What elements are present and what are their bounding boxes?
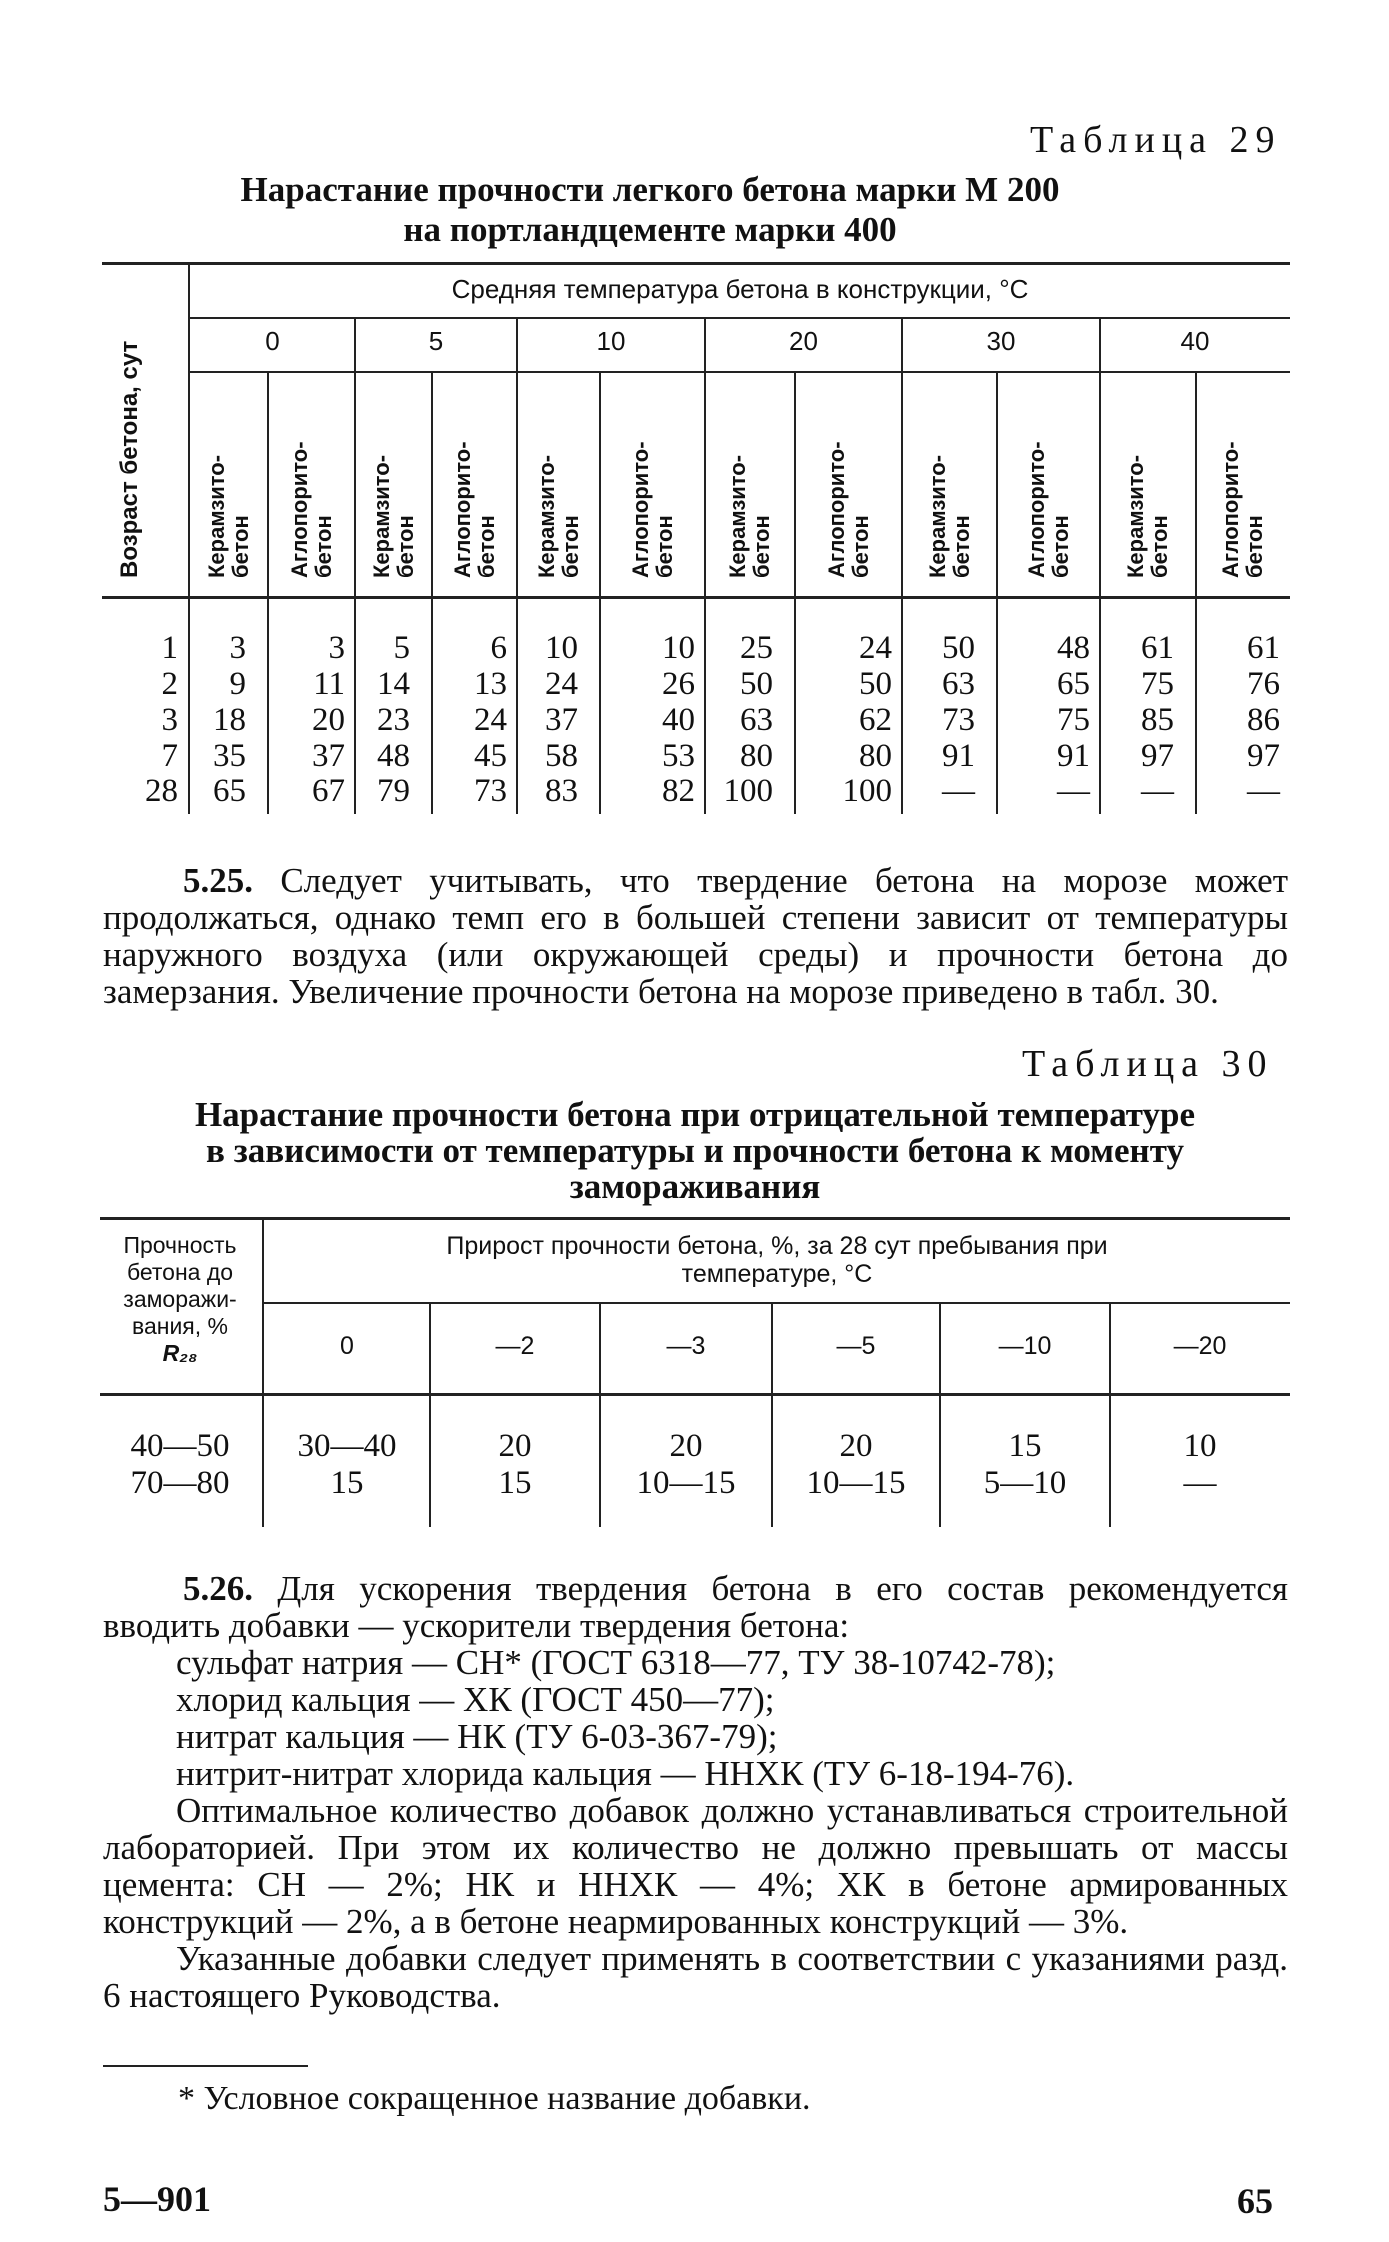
table-30-strength-header-l5: R₂₈ xyxy=(162,1340,198,1366)
table-30-cell: 15 xyxy=(1008,1428,1042,1464)
table-29-cell: 62 xyxy=(859,702,892,738)
table-29-cell: 5 xyxy=(393,630,410,666)
table-29-sub-header-line1: Керамзито- xyxy=(368,454,394,578)
table-29-temp-label: 10 xyxy=(596,326,626,356)
table-29-cell: 24 xyxy=(545,666,578,702)
table-29-temp-label: 40 xyxy=(1180,326,1210,356)
table-29-cell: 58 xyxy=(545,738,578,774)
table-30-cell: 15 xyxy=(498,1465,532,1501)
table-30-strength-header-l1: Прочность xyxy=(123,1232,237,1258)
table-29-sub-header-line1: Керамзито- xyxy=(533,454,559,578)
footnote: * Условное сокращенное название добавки. xyxy=(178,2080,811,2117)
additive-item: нитрат кальция — НК (ТУ 6-03-367-79); xyxy=(176,1717,778,1756)
additive-item: нитрит-нитрат хлорида кальция — ННХК (ТУ 6-18-194-76). xyxy=(176,1754,1075,1793)
table-29-cell: 18 xyxy=(213,702,246,738)
table-30-cell: 15 xyxy=(330,1465,364,1501)
table-30-cell: 5—10 xyxy=(983,1465,1067,1501)
table-29-cell: 3 xyxy=(328,630,345,666)
paragraph-5-26 xyxy=(103,1570,1288,2014)
table-29-cell: 91 xyxy=(942,738,975,774)
table-30-title-line1: Нарастание прочности бетона при отрицательной температуре xyxy=(194,1095,1196,1134)
table-30-temp-label: —2 xyxy=(495,1332,535,1360)
table-30-cell: 10—15 xyxy=(806,1465,906,1501)
table-29-cell: 82 xyxy=(662,773,695,809)
table-29-cell: 37 xyxy=(545,702,578,738)
table-29-cell: 61 xyxy=(1247,630,1280,666)
table-30-title-line3: замораживания xyxy=(569,1167,821,1206)
table-29-cell: 9 xyxy=(229,666,246,702)
table-29-cell: 50 xyxy=(942,630,975,666)
table-29-cell: 26 xyxy=(662,666,695,702)
table-30-strength-header xyxy=(100,1232,260,1367)
additives-list xyxy=(103,1644,1288,1792)
table-29-cell: 63 xyxy=(740,702,773,738)
table-29-sub-header-line1: Аглопорито- xyxy=(823,441,849,578)
paragraph-5-26-intro-text: Для ускорения твердения бетона в его состав рекомендуется вводить добавки — ускорители твердения бетона: xyxy=(103,1569,1288,1645)
table-29-cell: 97 xyxy=(1247,738,1280,774)
table-29-cell: 85 xyxy=(1141,702,1174,738)
table-30-cell: 20 xyxy=(498,1428,532,1464)
table-30-cell: 10—15 xyxy=(636,1465,736,1501)
table-29-cell: 24 xyxy=(474,702,507,738)
table-29-sub-header-line1: Керамзито- xyxy=(924,454,950,578)
table-29-cell: 63 xyxy=(942,666,975,702)
table-29-cell: 65 xyxy=(1057,666,1090,702)
table-30-strength-cell: 70—80 xyxy=(130,1465,230,1501)
table-30-strength-cell: 40—50 xyxy=(130,1428,230,1464)
table-29-sub-header-line1: Керамзито- xyxy=(1123,454,1148,578)
table-30-temp-label: —3 xyxy=(666,1332,706,1360)
table-29-title-line1: Нарастание прочности легкого бетона марки М 200 xyxy=(240,170,1060,209)
table-30-title-line2: в зависимости от температуры и прочности бетона к моменту xyxy=(206,1131,1184,1170)
table-30-group-header-l1: Прирост прочности бетона, %, за 28 сут пребывания при xyxy=(446,1232,1108,1260)
table-29-cell: 48 xyxy=(1057,630,1090,666)
footnote-rule xyxy=(103,2065,308,2067)
table-29-cell: 75 xyxy=(1141,666,1174,702)
table-29-sub-header-line2: бетон xyxy=(847,515,873,578)
table-29-cell: 50 xyxy=(859,666,892,702)
table-29-cell: 97 xyxy=(1141,738,1174,774)
table-29-cell: 20 xyxy=(312,702,345,738)
table-29-cell: 50 xyxy=(740,666,773,702)
table-29-cell: — xyxy=(1057,773,1090,809)
table-29-cell: 65 xyxy=(213,773,246,809)
table-29-cell: — xyxy=(942,773,975,809)
table-30-group-rule xyxy=(264,1302,1290,1304)
table-29-cell: 86 xyxy=(1247,702,1280,738)
table-29-cell: 23 xyxy=(377,702,410,738)
table-30-header-rule xyxy=(100,1393,1290,1396)
table-30-temp-label: —5 xyxy=(836,1332,876,1360)
table-29-sub-header-line1: Керамзито- xyxy=(725,454,750,578)
paragraph-5-26-number: 5.26. xyxy=(183,1569,253,1608)
table-29-cell: 13 xyxy=(474,666,507,702)
table-30-temp-label: —20 xyxy=(1173,1332,1227,1360)
table-30-strength-header-l2: бетона до xyxy=(126,1259,234,1285)
table-29-sub-header-line2: бетон xyxy=(392,515,418,578)
table-30-top-rule xyxy=(100,1217,1290,1220)
table-29-temp-label: 30 xyxy=(986,326,1016,356)
table-29-cell: 100 xyxy=(723,773,773,809)
table-29-sub-header-line2: бетон xyxy=(557,515,583,578)
table-29-sub-header-line2: бетон xyxy=(1047,515,1073,578)
table-29-cell: 24 xyxy=(859,630,892,666)
table-29-cell: 83 xyxy=(545,773,578,809)
table-29-cell: 48 xyxy=(377,738,410,774)
table-29-sub-header-line2: бетон xyxy=(473,515,499,578)
table-29-cell: 80 xyxy=(859,738,892,774)
table-29-cell: 76 xyxy=(1247,666,1280,702)
table-29-sub-header-line2: бетон xyxy=(1147,515,1172,578)
table-29-sub-header-line1: Аглопорито- xyxy=(1218,441,1243,578)
table-30-cell: 30—40 xyxy=(297,1428,397,1464)
table-29-age-cell: 28 xyxy=(145,773,178,809)
table-29-title-line2: на портландцементе марки 400 xyxy=(403,210,897,249)
table-29-cell: — xyxy=(1247,773,1280,809)
table-29-sub-header-line2: бетон xyxy=(749,515,774,578)
table-30-caption: Таблица 30 xyxy=(1022,1043,1274,1085)
table-29-sub-header-line2: бетон xyxy=(310,515,336,578)
table-30-group-header-l2: температуре, °С xyxy=(681,1260,873,1288)
table-29-temp-label: 0 xyxy=(265,326,280,356)
table-30-temp-label: —10 xyxy=(998,1332,1052,1360)
table-29-cell: 79 xyxy=(377,773,410,809)
table-30-cell: — xyxy=(1183,1465,1217,1501)
table-29-age-cell: 1 xyxy=(161,630,178,666)
table-29-sub-header-line1: Аглопорито- xyxy=(627,441,653,578)
table-29-cell: 10 xyxy=(662,630,695,666)
table-29-caption: Таблица 29 xyxy=(1030,119,1282,161)
table-29-temp-label: 20 xyxy=(789,326,818,356)
table-29-cell: 10 xyxy=(545,630,578,666)
table-30-temp-label: 0 xyxy=(340,1332,354,1360)
table-29-sub-header-line1: Керамзито- xyxy=(204,454,229,578)
table-29-cell: 11 xyxy=(313,666,345,702)
table-29-age-cell: 3 xyxy=(161,702,178,738)
additive-item: сульфат натрия — СН* (ГОСТ 6318—77, ТУ 38-10742-78); xyxy=(176,1643,1056,1682)
paragraph-5-25-number: 5.25. xyxy=(183,861,253,900)
table-29-sub-header-line2: бетон xyxy=(1242,515,1267,578)
paragraph-5-26-text3: Указанные добавки следует применять в соответствии с указаниями разд. 6 настоящего Руководства. xyxy=(103,1939,1288,2015)
table-29-sub-header-line1: Аглопорито- xyxy=(286,441,312,578)
table-29-cell: 25 xyxy=(740,630,773,666)
table-29-cell: 73 xyxy=(942,702,975,738)
paragraph-5-25-text: Следует учитывать, что твердение бетона на морозе может продолжаться, однако темп его в большей степени зависит от температуры наружного воздуха (или окружающей среды) и прочности бетона до замерзания. Увеличение прочности бетона на морозе приведено в табл. 30. xyxy=(103,861,1288,1011)
table-29-cell: 14 xyxy=(377,666,410,702)
table-29-cell: 91 xyxy=(1057,738,1090,774)
table-29-cell: 80 xyxy=(740,738,773,774)
table-29-age-cell: 2 xyxy=(161,666,178,702)
table-29-age-cell: 7 xyxy=(161,738,178,774)
table-29-cell: 61 xyxy=(1141,630,1174,666)
table-30-cell: 20 xyxy=(669,1428,703,1464)
table-29-cell: 45 xyxy=(474,738,507,774)
table-29-sub-header-line2: бетон xyxy=(651,515,677,578)
table-29-temp-header: Средняя температура бетона в конструкции, °С xyxy=(451,274,1029,304)
table-29-sub-header-line1: Аглопорито- xyxy=(449,441,475,578)
table-29-sub-header-line2: бетон xyxy=(228,515,253,578)
table-29-cell: 40 xyxy=(662,702,695,738)
table-30-cell: 10 xyxy=(1183,1428,1217,1464)
table-30-strength-header-l3: заморажи- xyxy=(123,1286,237,1312)
table-29-sub-header-line2: бетон xyxy=(948,515,974,578)
table-29-cell: 67 xyxy=(312,773,345,809)
table-29-cell: 75 xyxy=(1057,702,1090,738)
additive-item: хлорид кальция — ХК (ГОСТ 450—77); xyxy=(176,1680,775,1719)
table-29-cell: — xyxy=(1141,773,1174,809)
table-29-cell: 37 xyxy=(312,738,345,774)
footer-code: 5—901 xyxy=(103,2179,211,2219)
table-29-cell: 6 xyxy=(490,630,507,666)
table-30-group-header xyxy=(264,1232,1290,1288)
table-29-cell: 3 xyxy=(229,630,246,666)
paragraph-5-26-text2: Оптимальное количество добавок должно устанавливаться строительной лабораторией. При этом их количество не должно превышать от массы цемента: СН — 2%; НК и ННХК — 4%; ХК в бетоне армированных конструкций — 2%, а в бетоне неармированных конструкций — 3%. xyxy=(103,1791,1288,1941)
table-29-age-header: Возраст бетона, сут xyxy=(116,340,143,578)
table-29-cell: 53 xyxy=(662,738,695,774)
table-29-cell: 73 xyxy=(474,773,507,809)
table-29-temp-label: 5 xyxy=(428,326,444,356)
table-29-cell: 35 xyxy=(213,738,246,774)
table-29-sub-header-line1: Аглопорито- xyxy=(1023,441,1049,578)
table-30-strength-header-l4: вания, % xyxy=(132,1313,228,1339)
table-30-cell: 20 xyxy=(839,1428,873,1464)
table-29-cell: 100 xyxy=(842,773,892,809)
paragraph-5-26-intro xyxy=(103,1570,1288,1644)
page-number: 65 xyxy=(1237,2181,1273,2221)
